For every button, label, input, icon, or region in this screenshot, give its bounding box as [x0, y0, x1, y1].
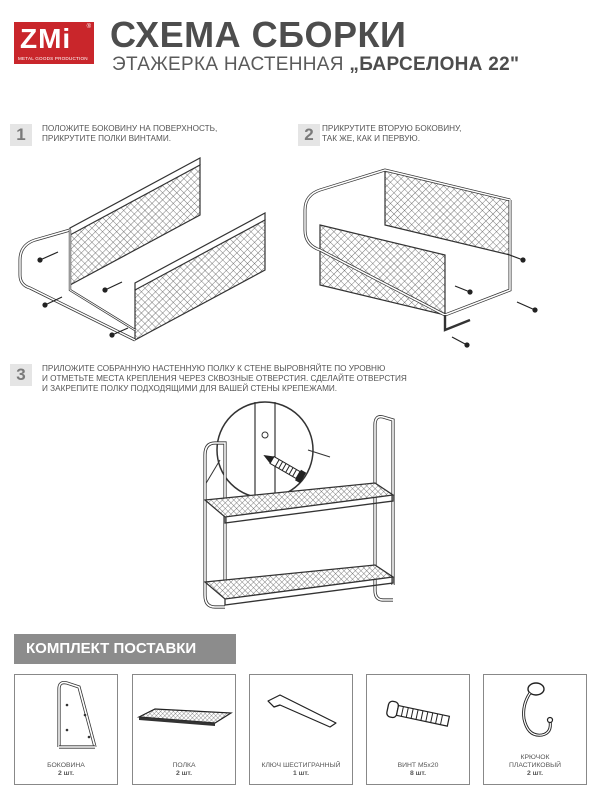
step-2-illustration	[295, 150, 595, 350]
page-subtitle	[112, 54, 519, 76]
kit-item-name: ВИНТ М5x20	[397, 762, 439, 769]
step-2-line: ПРИКРУТИТЕ ВТОРУЮ БОКОВИНУ,	[322, 124, 462, 133]
product-name: „БАРСЕЛОНА 22"	[349, 54, 520, 75]
kit-item-name: ПОЛКА	[172, 762, 196, 769]
step-2-number: 2	[298, 124, 320, 146]
product-type: ЭТАЖЕРКА НАСТЕННАЯ	[112, 54, 344, 75]
kit-item-qty: 2 шт.	[527, 770, 543, 777]
side-frame-icon	[15, 675, 119, 755]
kit-item-side-frame	[14, 674, 118, 785]
logo-registered-mark: ®	[86, 24, 91, 30]
page-title: СХЕМА СБОРКИ	[110, 14, 407, 55]
step-3-illustration	[180, 395, 420, 630]
logo-tagline: METAL GOODS PRODUCTION	[18, 56, 88, 61]
step-1-instruction	[42, 124, 217, 144]
step-3-line: И ЗАКРЕПИТЕ ПОЛКУ ПОДХОДЯЩИМИ ДЛЯ ВАШЕЙ СТЕНЫ КРЕПЕЖАМИ.	[42, 384, 338, 393]
kit-item-label	[133, 762, 235, 778]
step-1-line: ПРИКРУТИТЕ ПОЛКИ ВИНТАМИ.	[42, 134, 171, 143]
kit-item-label	[367, 762, 469, 778]
kit-item-name: БОКОВИНА	[47, 762, 85, 769]
brand-logo	[14, 22, 94, 64]
kit-item-qty: 2 шт.	[176, 770, 192, 777]
kit-item-qty: 1 шт.	[293, 770, 309, 777]
kit-item-name-line1: КРЮЧОК	[520, 754, 550, 761]
kit-item-label	[250, 762, 352, 778]
screw-icon	[367, 675, 471, 755]
kit-item-name: ПЛАСТИКОВЫЙ	[508, 762, 562, 769]
step-3-number: 3	[10, 364, 32, 386]
step-2-instruction	[322, 124, 461, 144]
shelf-panel-icon	[133, 675, 237, 755]
logo-text: ZMi	[20, 23, 72, 54]
kit-heading: КОМПЛЕКТ ПОСТАВКИ	[14, 634, 236, 664]
step-3-line: И ОТМЕТЬТЕ МЕСТА КРЕПЛЕНИЯ ЧЕРЕЗ СКВОЗНЫЕ ОТВЕРСТИЯ. СДЕЛАЙТЕ ОТВЕРСТИЯ	[42, 374, 407, 383]
step-3-line: ПРИЛОЖИТЕ СОБРАННУЮ НАСТЕННУЮ ПОЛКУ К СТЕНЕ ВЫРОВНЯЙТЕ ПО УРОВНЮ	[42, 364, 386, 373]
step-1-line: ПОЛОЖИТЕ БОКОВИНУ НА ПОВЕРХНОСТЬ,	[42, 124, 218, 133]
kit-item-label	[15, 762, 117, 778]
kit-item-plastic-hook	[483, 674, 587, 785]
hex-key-icon	[250, 675, 354, 755]
step-2-line: ТАК ЖЕ, КАК И ПЕРВУЮ.	[322, 134, 420, 143]
step-1-illustration	[0, 150, 300, 350]
kit-item-label	[484, 754, 586, 778]
kit-item-screw	[366, 674, 470, 785]
kit-item-shelf	[132, 674, 236, 785]
kit-item-name: КЛЮЧ ШЕСТИГРАННЫЙ	[261, 762, 341, 769]
step-1-number: 1	[10, 124, 32, 146]
plastic-hook-icon	[484, 675, 588, 751]
kit-item-hex-key	[249, 674, 353, 785]
kit-item-qty: 2 шт.	[58, 770, 74, 777]
step-3-instruction	[42, 364, 407, 394]
kit-item-qty: 8 шт.	[410, 770, 426, 777]
